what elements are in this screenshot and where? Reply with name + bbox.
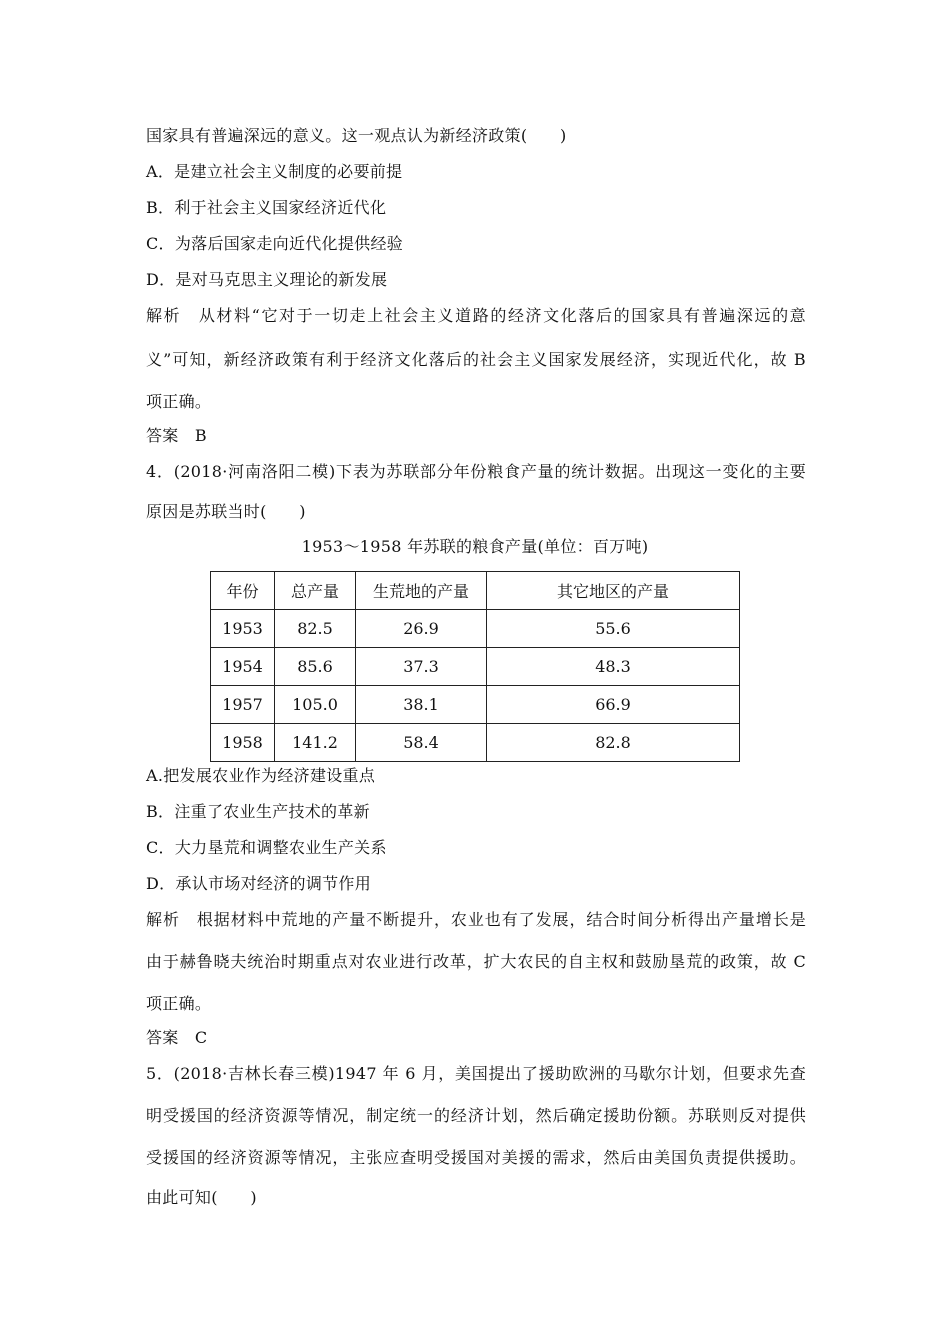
q4-analysis-line-3: 项正确。 (146, 994, 212, 1013)
table-cell: 82.8 (487, 724, 740, 762)
q3-stem-tail: 国家具有普遍深远的意义。这一观点认为新经济政策( ) (146, 126, 567, 145)
q4-analysis-line-1: 解析 根据材料中荒地的产量不断提升，农业也有了发展，结合时间分析得出产量增长是 (146, 910, 806, 929)
q3-analysis-line-1: 解析 从材料“它对于一切走上社会主义道路的经济文化落后的国家具有普遍深远的意 (146, 306, 806, 325)
q4-option-b: B．注重了农业生产技术的革新 (146, 802, 370, 821)
q3-option-c: C．为落后国家走向近代化提供经验 (146, 234, 404, 253)
table-header-row (211, 572, 740, 610)
table-cell: 66.9 (487, 686, 740, 724)
q4-answer: 答案 C (146, 1028, 208, 1047)
q4-analysis-line-2: 由于赫鲁晓夫统治时期重点对农业进行改革，扩大农民的自主权和鼓励垦荒的政策，故 C (146, 952, 806, 971)
q5-stem-line-1: 5．(2018·吉林长春三模)1947 年 6 月，美国提出了援助欧洲的马歇尔计划，但要求先查 (146, 1064, 806, 1083)
q4-option-c: C．大力垦荒和调整农业生产关系 (146, 838, 387, 857)
q3-option-a: A．是建立社会主义制度的必要前提 (146, 162, 403, 181)
grain-output-table (210, 571, 740, 762)
table-cell: 82.5 (275, 610, 356, 648)
table-cell: 37.3 (356, 648, 487, 686)
table-header-virgin-land: 生荒地的产量 (356, 572, 487, 610)
q3-option-d: D．是对马克思主义理论的新发展 (146, 270, 388, 289)
table-header-total: 总产量 (275, 572, 356, 610)
table-cell: 105.0 (275, 686, 356, 724)
table-cell: 48.3 (487, 648, 740, 686)
table-cell: 141.2 (275, 724, 356, 762)
table-cell: 1953 (211, 610, 275, 648)
q5-stem-line-3: 受援国的经济资源等情况，主张应查明受援国对美援的需求，然后由美国负责提供援助。 (146, 1148, 806, 1167)
table-cell: 1957 (211, 686, 275, 724)
table-header-year: 年份 (211, 572, 275, 610)
q3-answer: 答案 B (146, 426, 207, 445)
q3-option-b: B．利于社会主义国家经济近代化 (146, 198, 387, 217)
q4-stem-line-2: 原因是苏联当时( ) (146, 502, 306, 521)
table-row (211, 610, 740, 648)
q4-stem-line-1: 4．(2018·河南洛阳二模)下表为苏联部分年份粮食产量的统计数据。出现这一变化的主要 (146, 462, 806, 481)
q4-option-a: A.把发展农业作为经济建设重点 (146, 766, 376, 785)
table-row (211, 686, 740, 724)
table-cell: 1954 (211, 648, 275, 686)
q3-analysis-line-3: 项正确。 (146, 392, 212, 411)
q5-stem-line-4: 由此可知( ) (146, 1188, 257, 1207)
table-cell: 85.6 (275, 648, 356, 686)
table-cell: 26.9 (356, 610, 487, 648)
table-caption: 1953～1958 年苏联的粮食产量(单位：百万吨) (301, 537, 649, 556)
table-cell: 55.6 (487, 610, 740, 648)
table-row (211, 724, 740, 762)
table-cell: 38.1 (356, 686, 487, 724)
table-row (211, 648, 740, 686)
q5-stem-line-2: 明受援国的经济资源等情况，制定统一的经济计划，然后确定援助份额。苏联则反对提供 (146, 1106, 806, 1125)
table-cell: 1958 (211, 724, 275, 762)
table-cell: 58.4 (356, 724, 487, 762)
table-header-other-regions: 其它地区的产量 (487, 572, 740, 610)
q4-option-d: D．承认市场对经济的调节作用 (146, 874, 372, 893)
q3-analysis-line-2: 义”可知，新经济政策有利于经济文化落后的社会主义国家发展经济，实现近代化，故 B (146, 350, 806, 369)
